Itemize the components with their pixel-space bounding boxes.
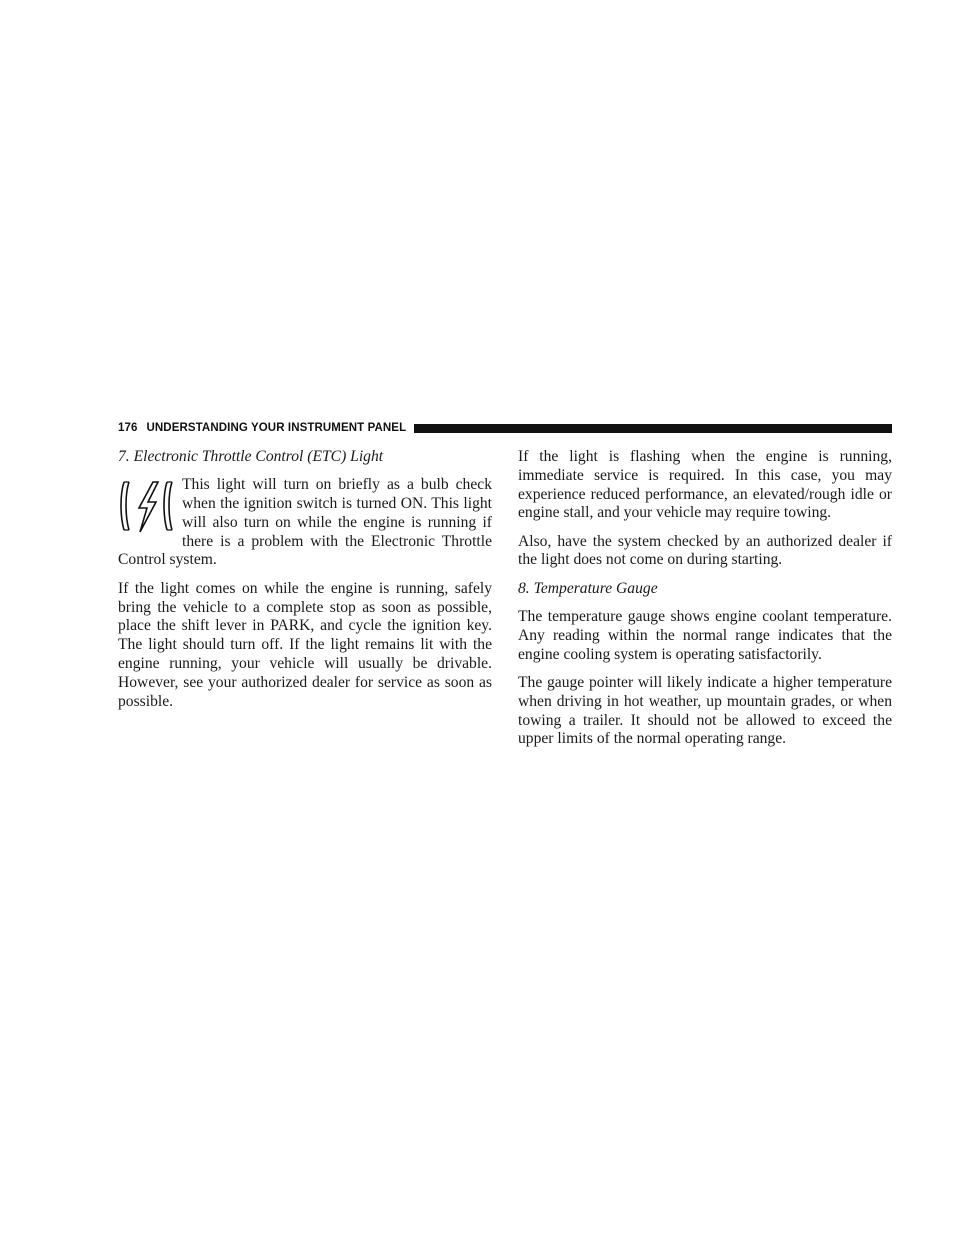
etc-dealer-check-paragraph: Also, have the system checked by an authorized dealer if the light does not come on during starting.	[518, 532, 892, 569]
left-column	[118, 448, 492, 721]
etc-light-heading: 7. Electronic Throttle Control (ETC) Light	[118, 448, 384, 465]
electronic-throttle-control-warning-icon	[118, 476, 182, 548]
temperature-gauge-heading: 8. Temperature Gauge	[518, 579, 658, 597]
temperature-gauge-pointer-paragraph: The gauge pointer will likely indicate a higher temperature when driving in hot weather, up mountain grades, or when towing a trailer. It should not be allowed to exceed the upper limits of the normal operating range.	[518, 673, 892, 748]
etc-light-description: This light will turn on briefly as a bulb check when the ignition switch is turned ON. This light will also turn on while the engine is running if there is a problem with the Electronic Throttle Control system.	[118, 476, 492, 569]
page-number: 176	[118, 422, 138, 434]
etc-flashing-paragraph: If the light is flashing when the engine is running, immediate service is required. In this case, you may experience reduced performance, an elevated/rough idle or engine stall, and your vehicle may require towing.	[518, 448, 892, 522]
temperature-gauge-description: The temperature gauge shows engine coolant temperature. Any reading within the normal range indicates that the engine cooling system is operating satisfactorily.	[518, 608, 892, 663]
page-header	[118, 420, 892, 436]
right-column	[518, 448, 892, 759]
etc-light-instructions: If the light comes on while the engine is running, safely bring the vehicle to a complete stop as soon as possible, place the shift lever in PARK, and cycle the ignition key. The light should turn off. If the light remains lit with the engine running, your vehicle will usually be drivable. However, see your authorized dealer for service as soon as possible.	[118, 579, 492, 710]
header-rule	[414, 424, 892, 433]
section-title: UNDERSTANDING YOUR INSTRUMENT PANEL	[146, 422, 407, 434]
